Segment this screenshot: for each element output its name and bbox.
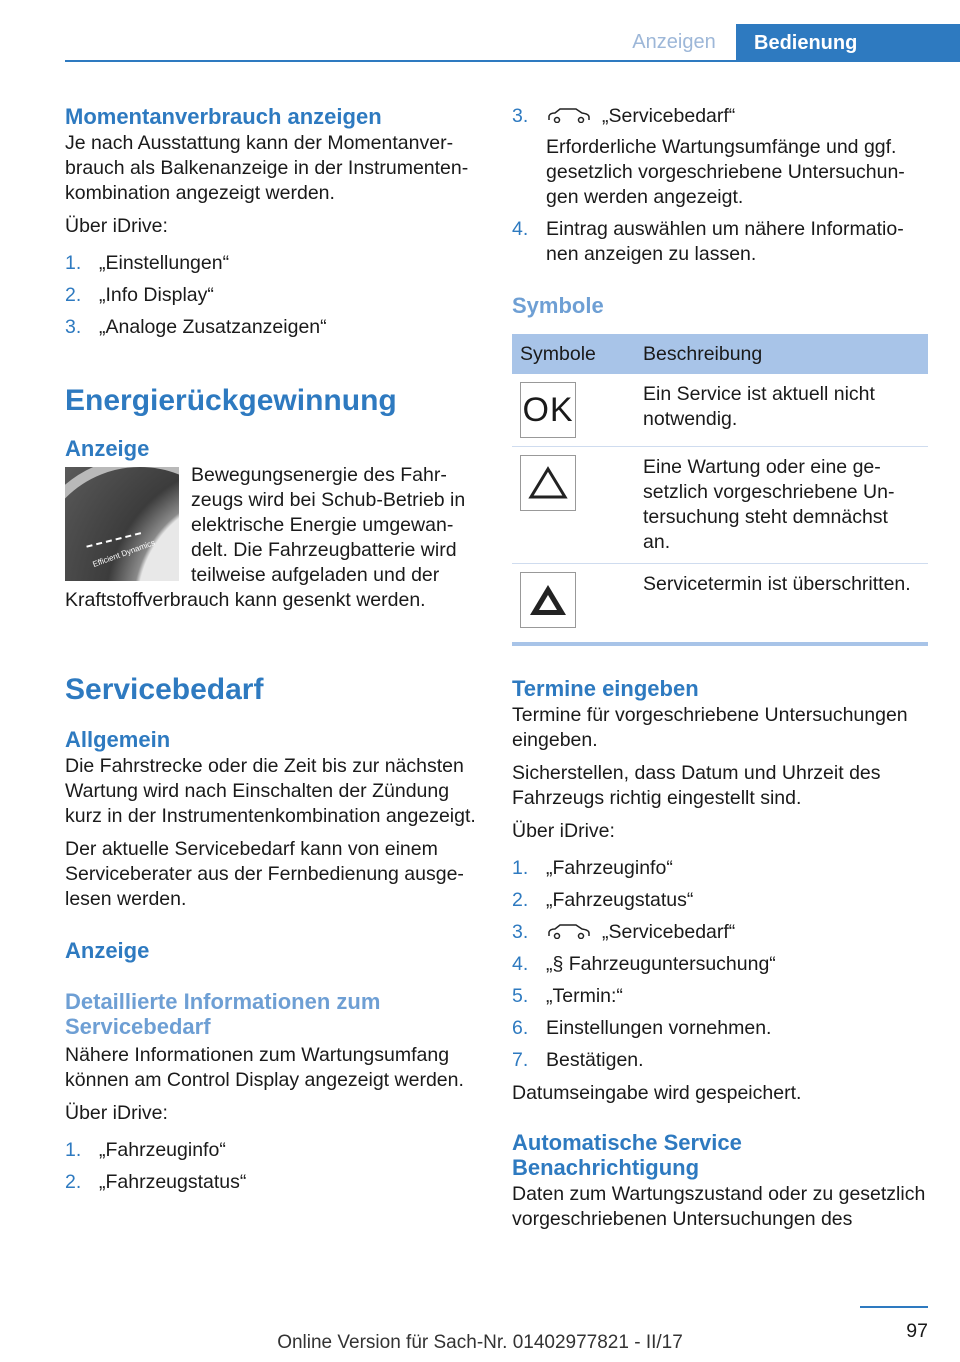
steps-list	[65, 251, 477, 340]
header-rule	[65, 60, 960, 62]
list-item: 2. „Fahrzeugstatus“	[512, 889, 694, 911]
list-item: 6. Einstellungen vornehmen.	[512, 1017, 772, 1039]
table-cell: Ein Service ist aktuell nicht notwendig.	[635, 374, 928, 447]
list-item: 1. „Fahrzeuginfo“	[65, 1139, 226, 1161]
car-service-icon	[546, 107, 592, 123]
list-item: 4. „§ Fahrzeuguntersuchung“	[512, 953, 776, 975]
list-item: 4. Eintrag auswählen um nähere Informationen anzeigen zu lassen.	[512, 218, 904, 265]
list-item: 1. „Einstellungen“	[65, 252, 230, 274]
page-number: 97	[860, 1306, 928, 1343]
ok-icon: OK	[520, 382, 576, 438]
energy-gauge-image	[65, 467, 179, 581]
footer-text: Online Version für Sach-Nr. 01402977821 - II/17	[277, 1332, 683, 1353]
section-title-anzeige: Anzeige	[65, 436, 150, 461]
list-item: 7. Bestätigen.	[512, 1049, 644, 1071]
header-tab-anzeigen[interactable]: Anzeigen	[632, 31, 716, 53]
paragraph: Nähere Informationen zum Wartungsumfang können am Control Display angezeigt werden.	[65, 1044, 464, 1091]
list-item: 3. „Servicebedarf“	[512, 921, 736, 943]
warning-triangle-outline-icon	[520, 455, 576, 511]
list-item: 1. „Fahrzeuginfo“	[512, 857, 673, 879]
section-title-allgemein: Allgemein	[65, 727, 171, 752]
list-item: 3. „Analoge Zusatzanzeigen“	[65, 316, 327, 338]
list-item: 2. „Info Display“	[65, 284, 214, 306]
paragraph: Der aktuelle Servicebedarf kann von einem Serviceberater aus der Fernbedienung ausgelesen werden.	[65, 838, 464, 910]
right-column	[512, 104, 928, 1240]
paragraph: Termine für vorgeschriebene Untersuchungen eingeben.	[512, 704, 908, 751]
section-title-symbole: Symbole	[512, 293, 604, 318]
paragraph: Datumseingabe wird gespeichert.	[512, 1082, 802, 1104]
chapter-title-servicebedarf: Servicebedarf	[65, 673, 264, 706]
energy-block	[65, 463, 477, 621]
paragraph: Über iDrive:	[512, 820, 615, 842]
list-item: 5. „Termin:“	[512, 985, 623, 1007]
section-title-anzeige-service: Anzeige	[65, 938, 150, 963]
paragraph: Über iDrive:	[65, 215, 168, 237]
subsection-title-detail: Detaillierte Informationen zum Servicebedarf	[65, 989, 381, 1039]
steps-list	[65, 1138, 477, 1195]
table-row	[512, 564, 928, 645]
chapter-title-energierueckgewinnung: Energierückgewinnung	[65, 384, 397, 417]
energy-gauge-label: Efficient Dynamics	[91, 538, 157, 569]
paragraph: Bewegungsenergie des Fahrzeugs wird bei Schub-Betrieb in elektrische Energie umgewandelt. Die Fahrzeugbatterie wird teilweise aufgeladen und der Kraftstoffverbrauch kann gesenkt werden.	[65, 464, 466, 611]
paragraph: Über iDrive:	[65, 1102, 168, 1124]
header-tab-bedienung[interactable]: Bedienung	[736, 24, 960, 62]
table-header-symbole: Symbole	[512, 334, 635, 374]
section-title-termine: Termine eingeben	[512, 676, 699, 701]
paragraph: Sicherstellen, dass Datum und Uhrzeit des Fahrzeugs richtig eingestellt sind.	[512, 762, 881, 809]
section-title-momentanverbrauch: Momentanverbrauch anzeigen	[65, 104, 382, 129]
list-item: 3. „Servicebedarf“ Erforderliche Wartungsumfänge und ggf. gesetzlich vorgeschriebene Untersuchungen werden angezeigt.	[512, 104, 928, 210]
steps-list	[512, 856, 928, 1073]
left-column	[65, 104, 477, 1203]
table-header-beschreibung: Beschreibung	[635, 334, 928, 374]
table-cell: Servicetermin ist überschritten.	[643, 573, 911, 595]
warning-triangle-filled-icon	[520, 572, 576, 628]
table-header-row	[512, 334, 928, 374]
table-cell: Eine Wartung oder eine gesetzlich vorgeschriebene Untersuchung steht demnächst an.	[635, 447, 928, 564]
paragraph: Daten zum Wartungszustand oder zu gesetzlich vorgeschriebenen Untersuchungen des	[512, 1183, 926, 1230]
table-row	[512, 374, 928, 447]
paragraph: Je nach Ausstattung kann der Momentanverbrauch als Balkenanzeige in der Instrumentenkombination angezeigt werden.	[65, 132, 469, 204]
car-service-icon	[546, 923, 592, 939]
steps-list-continued	[512, 104, 928, 267]
list-item: 2. „Fahrzeugstatus“	[65, 1171, 247, 1193]
section-title-automatische-service: Automatische Service Benachrichtigung	[512, 1130, 742, 1180]
step-description: Erforderliche Wartungsumfänge und ggf. gesetzlich vorgeschriebene Untersuchungen werden angezeigt.	[546, 136, 905, 208]
table-row	[512, 447, 928, 564]
symbol-table	[512, 334, 928, 646]
paragraph: Die Fahrstrecke oder die Zeit bis zur nächsten Wartung wird nach Einschalten der Zündung kurz in der Instrumentenkombination angezeigt.	[65, 755, 476, 827]
